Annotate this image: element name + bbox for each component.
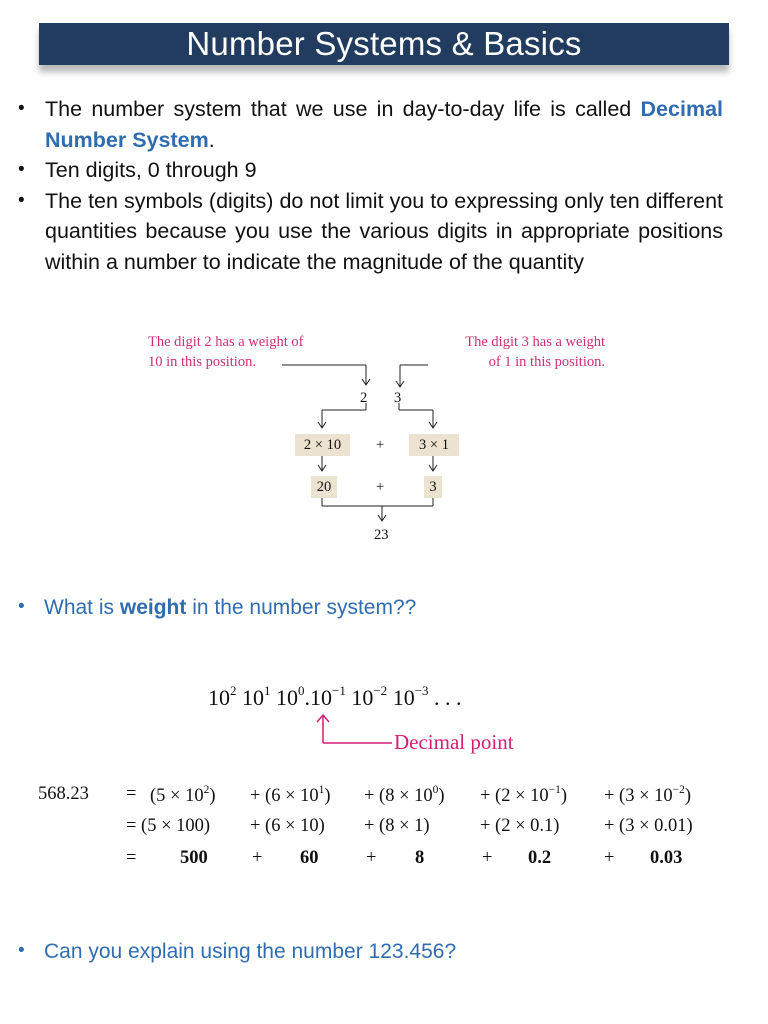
expansion-row-1: + $(3 \times 10^{-2})$ <box>604 784 692 806</box>
expansion-row-2: + (6 × 10) <box>250 816 325 836</box>
expansion-row-1: + $(6 \times 10^1)$ <box>250 784 331 806</box>
expansion-row-3: 0.2 <box>528 848 552 868</box>
bullet-list <box>18 94 723 278</box>
decimal-point-arrow <box>310 712 400 752</box>
expansion-row-1: $(5 \times 10^2)$ <box>150 784 216 806</box>
expansion-row-3: + <box>604 848 615 868</box>
expansion-row-2: + (3 × 0.01) <box>604 816 693 836</box>
equals-sign: = <box>126 784 137 804</box>
result-23: 23 <box>374 527 389 543</box>
bullet-text: Ten digits, 0 through 9 <box>45 158 257 183</box>
expansion-row-3: + <box>366 848 377 868</box>
expansion-row-3: 500 <box>180 848 208 868</box>
digit-2: 2 <box>360 390 368 406</box>
power-exponent: 1 <box>264 683 271 698</box>
question-text: Can you explain using the number 123.456? <box>44 940 457 963</box>
power-base: 10 <box>276 685 298 710</box>
bullet-marker: • <box>18 159 25 181</box>
expansion-row-3: + <box>252 848 263 868</box>
expansion-row-2: + (2 × 0.1) <box>480 816 560 836</box>
power-base: 10 <box>351 685 374 710</box>
bullet-marker: • <box>18 98 25 119</box>
right-label-line: of 1 in this position. <box>488 354 605 370</box>
slide-title: Number Systems & Basics <box>186 25 582 62</box>
value-20: 20 <box>311 476 337 498</box>
left-label-line: 10 in this position. <box>148 354 256 370</box>
expansion-row-3: 60 <box>300 848 319 868</box>
power-base: 10 <box>242 685 264 710</box>
expansion-row-3: 0.03 <box>650 848 683 868</box>
power-exponent: 2 <box>230 683 237 698</box>
bullet-period: . <box>208 127 215 152</box>
power-exponent: −2 <box>373 683 388 698</box>
digit-weight-figure <box>140 330 620 550</box>
expansion-row-1: + $(2 \times 10^{-1})$ <box>480 784 568 806</box>
bullet-marker: • <box>18 189 25 211</box>
question-text: What is <box>44 596 120 619</box>
power-exponent: −3 <box>414 683 429 698</box>
bullet-item <box>18 94 723 155</box>
bullet-item <box>18 186 723 278</box>
powers-of-ten: $10^2$ $10^1$ $10^0.10^{-1}$ $10^{-2}$ $10^{-3}$ . . . <box>208 683 462 710</box>
digit-3: 3 <box>394 390 402 406</box>
ellipsis: . . . <box>434 685 462 710</box>
expansion-row-2: = (5 × 100) <box>126 816 211 836</box>
left-label-line: The digit 2 has a weight of <box>148 334 304 350</box>
weight-question <box>18 596 416 620</box>
weight-bold: weight <box>119 596 187 619</box>
bullet-marker: • <box>18 596 25 617</box>
product-3x1: 3 × 1 <box>409 434 459 456</box>
bullet-marker: • <box>18 940 25 961</box>
right-label-line: The digit 3 has a weight <box>465 334 605 350</box>
power-exponent: 0 <box>298 683 305 698</box>
decimal-number-system-highlight: Decimal Number System <box>45 97 723 152</box>
plus-sign: + <box>376 479 385 495</box>
bullet-text: The number system that we use in day-to-day life is called <box>45 97 632 121</box>
power-base: 10 <box>208 685 230 710</box>
question-text: in the number system?? <box>186 596 417 619</box>
bullet-text: The ten symbols (digits) do not limit you to expressing only ten different quantities because you use the various digits in appropriate positions within a number to indicate the magnitude of the quantity <box>45 188 723 274</box>
plus-sign: + <box>376 437 385 453</box>
title-bar <box>39 23 729 65</box>
expansion-row-2: + (8 × 1) <box>364 816 430 836</box>
decimal-point-label: Decimal point <box>394 730 514 754</box>
product-2x10: 2 × 10 <box>295 434 350 456</box>
expansion-row-1: + $(8 \times 10^0)$ <box>364 784 445 806</box>
expansion-row-3: = <box>126 848 137 868</box>
power-exponent: −1 <box>332 683 346 698</box>
expansion-row-3: + <box>482 848 493 868</box>
power-base: 10 <box>392 685 415 710</box>
expansion-row-3: 8 <box>415 848 425 868</box>
power-base: 10 <box>310 685 332 710</box>
explain-question <box>18 940 456 964</box>
expansion-lhs: 568.23 <box>38 784 89 804</box>
value-3: 3 <box>424 476 442 498</box>
bullet-item <box>18 155 723 186</box>
